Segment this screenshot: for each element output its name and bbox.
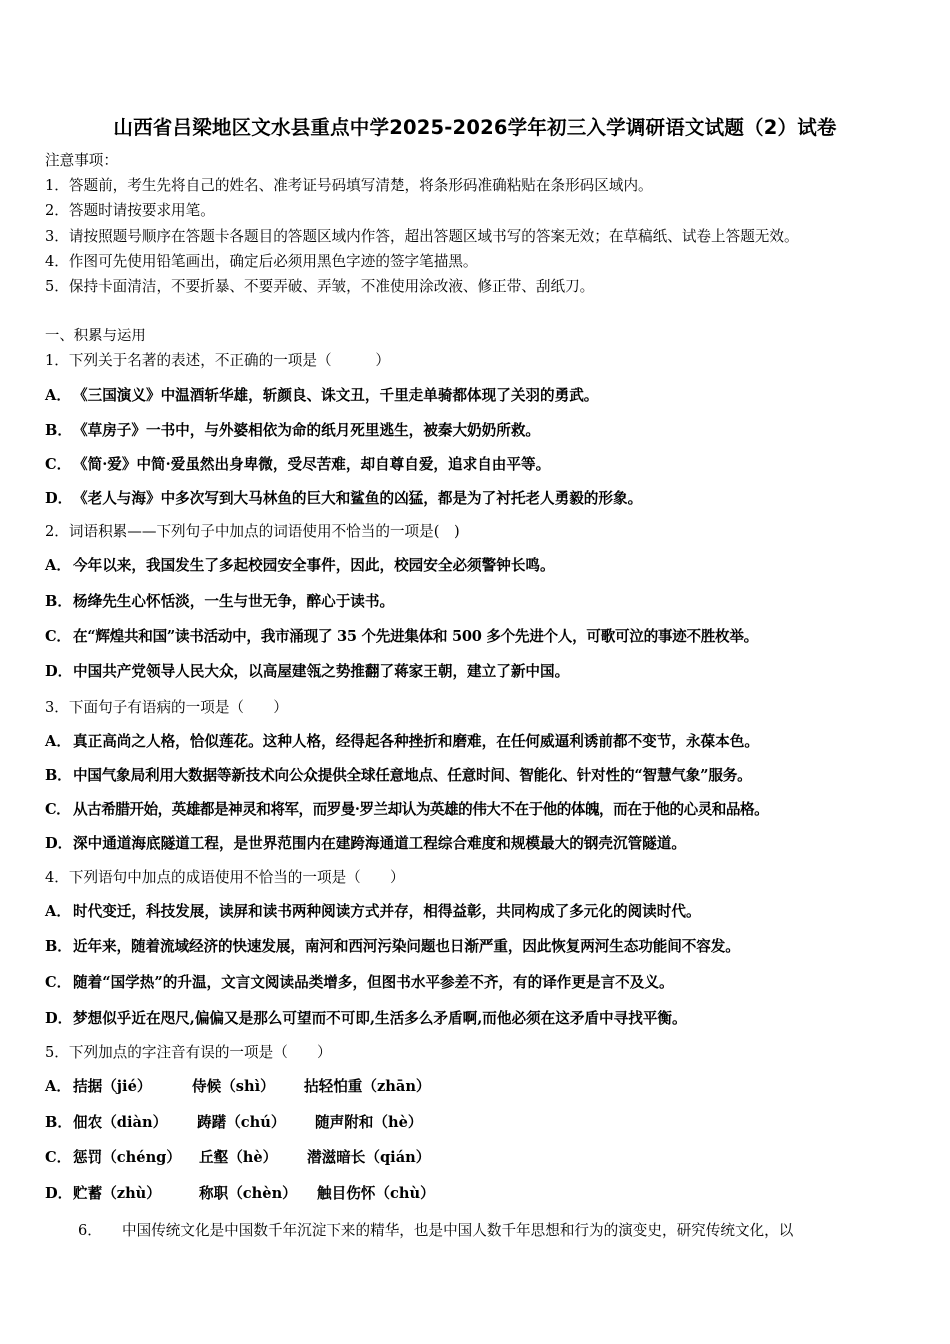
section-heading: 一、积累与运用 <box>45 328 146 344</box>
option-text: 《老人与海》中多次写到大马林鱼的巨大和鲨鱼的凶猛，都是为了衬托老人勇毅的形象。 <box>73 490 643 507</box>
question-5-option-b <box>45 1113 422 1133</box>
option-word: 触目伤怀（chù） <box>317 1185 435 1202</box>
option-label: D． <box>45 1185 73 1202</box>
option-word: 潜滋暗长（qián） <box>307 1149 431 1166</box>
option-text: 真正高尚之人格，恰似莲花。这种人格，经得起各种挫折和磨难，在任何威逼利诱前都不变节，永葆本色。 <box>73 733 759 750</box>
option-label: C． <box>45 1149 72 1166</box>
notice-heading: 注意事项： <box>45 152 118 169</box>
question-6-number: 6． <box>78 1222 102 1239</box>
option-word: 丘壑（hè） <box>199 1149 278 1166</box>
question-4-stem: 4．下列语句中加点的成语使用不恰当的一项是（ ） <box>45 869 405 886</box>
option-label: B． <box>45 422 72 439</box>
option-label: A． <box>45 387 71 404</box>
option-label: D． <box>45 835 73 852</box>
question-5-option-d <box>45 1184 435 1204</box>
option-label: D． <box>45 663 73 680</box>
notice-item-3: 3．请按照题号顺序在答题卡各题目的答题区域内作答，超出答题区域书写的答案无效；在草稿纸、试卷上答题无效。 <box>45 228 799 245</box>
question-1-option-d <box>45 489 642 509</box>
option-text: 在“辉煌共和国”读书活动中，我市涌现了 35 个先进集体和 500 多个先进个人，可歌可泣的事迹不胜枚举。 <box>73 628 758 645</box>
option-word: 踌躇（chú） <box>197 1114 286 1131</box>
question-3-option-c <box>45 800 768 820</box>
option-label: D． <box>45 490 73 507</box>
option-text: 中国气象局利用大数据等新技术向公众提供全球任意地点、任意时间、智能化、针对性的“智慧气象”服务。 <box>73 767 752 784</box>
option-text: 梦想似乎近在咫尺,偏偏又是那么可望而不可即,生活多么矛盾啊,而他必须在这矛盾中寻找平衡。 <box>73 1010 687 1027</box>
question-1-option-a <box>45 386 598 406</box>
option-word: 称职（chèn） <box>199 1185 297 1202</box>
option-text: 《简·爱》中简·爱虽然出身卑微，受尽苦难，却自尊自爱，追求自由平等。 <box>73 456 551 473</box>
question-2-option-c <box>45 627 758 647</box>
option-word: 拮据（jié） <box>73 1078 152 1095</box>
option-text: 今年以来，我国发生了多起校园安全事件，因此，校园安全必须警钟长鸣。 <box>73 557 555 574</box>
option-text: 近年来，随着流域经济的快速发展，南河和西河污染问题也日渐严重，因此恢复两河生态功能间不容发。 <box>73 938 740 955</box>
question-3-stem: 3．下面句子有语病的一项是（ ） <box>45 699 288 716</box>
question-2-stem: 2．词语积累——下列句子中加点的词语使用不恰当的一项是( ) <box>45 523 460 540</box>
option-label: C． <box>45 628 71 645</box>
option-label: B． <box>45 593 72 610</box>
question-5-option-c <box>45 1148 430 1168</box>
question-6-text: 中国传统文化是中国数千年沉淀下来的精华，也是中国人数千年思想和行为的演变史，研究传统文化，以 <box>122 1222 794 1239</box>
question-3-option-a <box>45 732 759 752</box>
option-text: 中国共产党领导人民大众，以高屋建瓴之势推翻了蒋家王朝，建立了新中国。 <box>73 663 570 680</box>
question-2-option-d <box>45 662 569 682</box>
notice-item-2: 2．答题时请按要求用笔。 <box>45 202 215 219</box>
question-4-option-d <box>45 1009 687 1029</box>
question-1-option-b <box>45 421 540 441</box>
option-label: D． <box>45 1010 73 1027</box>
option-label: A． <box>45 1078 71 1095</box>
option-text: 随着“国学热”的升温，文言文阅读品类增多，但图书水平参差不齐，有的译作更是言不及义。 <box>73 974 674 991</box>
option-word: 贮蓄（zhù） <box>73 1185 161 1202</box>
question-5-stem: 5．下列加点的字注音有误的一项是（ ） <box>45 1044 332 1061</box>
option-word: 侍候（shì） <box>192 1078 275 1095</box>
option-text: 杨绛先生心怀恬淡，一生与世无争，醉心于读书。 <box>73 593 395 610</box>
question-4-option-a <box>45 902 701 922</box>
option-word: 惩罚（chéng） <box>73 1149 181 1166</box>
option-label: A． <box>45 733 71 750</box>
option-label: B． <box>45 767 72 784</box>
option-label: C． <box>45 974 72 991</box>
option-text: 《三国演义》中温酒斩华雄，斩颜良、诛文丑，千里走单骑都体现了关羽的勇武。 <box>73 387 599 404</box>
option-text: 《草房子》一书中，与外婆相依为命的纸月死里逃生，被秦大奶奶所救。 <box>73 422 541 439</box>
option-label: B． <box>45 938 72 955</box>
question-1-option-c <box>45 455 550 475</box>
notice-item-4: 4．作图可先使用铅笔画出，确定后必须用黑色字迹的签字笔描黑。 <box>45 253 478 270</box>
option-text: 时代变迁，科技发展，读屏和读书两种阅读方式并存，相得益彰，共同构成了多元化的阅读时代。 <box>73 903 701 920</box>
option-label: C． <box>45 456 72 473</box>
exam-title: 山西省吕梁地区文水县重点中学2025-2026学年初三入学调研语文试题（2）试卷 <box>113 116 837 139</box>
option-text: 从古希腊开始，英雄都是神灵和将军，而罗曼·罗兰却认为英雄的伟大不在于他的体魄，而在于他的心灵和品格。 <box>73 801 769 818</box>
option-word: 拈轻怕重（zhān） <box>304 1078 431 1095</box>
notice-item-5: 5．保持卡面清洁，不要折暴、不要弄破、弄皱，不准使用涂改液、修正带、刮纸刀。 <box>45 278 595 295</box>
option-label: C． <box>45 801 71 818</box>
option-label: A． <box>45 557 71 574</box>
option-word: 随声附和（hè） <box>315 1114 423 1131</box>
notice-item-1: 1．答题前，考生先将自己的姓名、准考证号码填写清楚，将条形码准确粘贴在条形码区域内。 <box>45 177 653 194</box>
question-2-option-b <box>45 592 394 612</box>
question-3-option-b <box>45 766 752 786</box>
option-word: 佃农（diàn） <box>73 1114 168 1131</box>
question-6-stem <box>78 1221 793 1241</box>
option-label: A． <box>45 903 71 920</box>
question-5-option-a <box>45 1077 431 1097</box>
question-3-option-d <box>45 834 686 854</box>
question-2-option-a <box>45 556 555 576</box>
question-4-option-b <box>45 937 740 957</box>
question-4-option-c <box>45 973 674 993</box>
option-label: B． <box>45 1114 72 1131</box>
question-1-stem: 1．下列关于名著的表述，不正确的一项是（ ） <box>45 352 390 369</box>
option-text: 深中通道海底隧道工程，是世界范围内在建跨海通道工程综合难度和规模最大的钢壳沉管隧道。 <box>73 835 686 852</box>
